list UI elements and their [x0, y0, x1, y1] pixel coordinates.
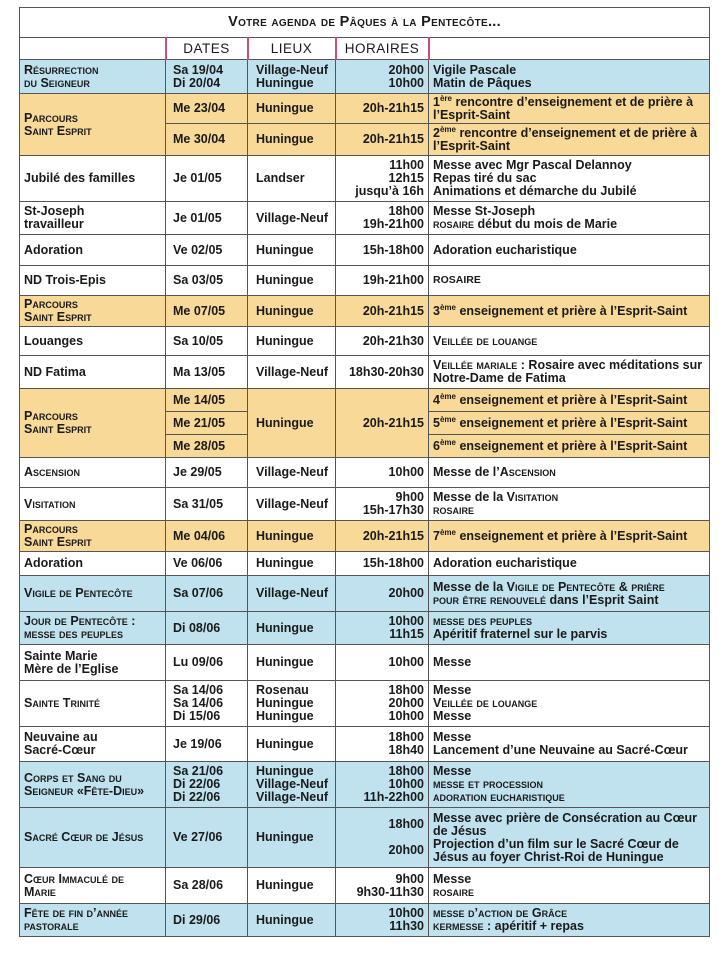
event-lieux: Huningue — [248, 94, 336, 124]
event-description — [429, 612, 710, 645]
text-part: rencontre d’enseignement et de prière à l’Esprit-Saint — [433, 125, 698, 153]
event-name: St-Joseph travailleur — [20, 202, 166, 235]
agenda-row — [20, 727, 710, 762]
event-dates: Ve 02/05 — [166, 235, 248, 266]
event-name: ND Trois-Epis — [20, 266, 166, 296]
event-name: Louanges — [20, 327, 166, 356]
text-part: 2 — [433, 125, 440, 140]
text-part: ROSAIRE — [433, 274, 481, 286]
event-dates: Sa 21/06 Di 22/06 Di 22/06 — [166, 762, 248, 808]
event-description — [429, 808, 710, 868]
event-name: Adoration — [20, 235, 166, 266]
agenda-row — [20, 868, 710, 904]
text-part: Messe — [433, 871, 472, 886]
text-part: Messe — [433, 683, 472, 697]
event-dates: Je 01/05 — [166, 156, 248, 202]
event-lieux: Village-Neuf — [248, 202, 336, 235]
agenda-row — [20, 94, 710, 124]
event-lieux: Village-Neuf — [248, 356, 336, 389]
event-description — [429, 458, 710, 488]
event-name: Résurrection du Seigneur — [20, 60, 166, 94]
event-lieux: Huningue — [248, 808, 336, 868]
header-description — [429, 38, 710, 60]
event-horaires: 20h-21h15 — [336, 94, 429, 124]
agenda-table — [19, 7, 710, 937]
agenda-row — [20, 356, 710, 389]
agenda-row — [20, 235, 710, 266]
text-part: 4 — [433, 392, 440, 407]
event-horaires: 18h00 18h40 — [336, 727, 429, 762]
agenda-row — [20, 808, 710, 868]
text-part: 7 — [433, 528, 440, 543]
event-horaires: 10h00 — [336, 645, 429, 681]
event-horaires: 20h-21h15 — [336, 389, 429, 458]
event-horaires: 11h00 12h15 jusqu’à 16h — [336, 156, 429, 202]
event-horaires: 15h-18h00 — [336, 552, 429, 576]
text-part: rosaire — [433, 884, 475, 899]
text-part: enseignement et prière à l’Esprit-Saint — [455, 303, 688, 318]
event-lieux: Huningue — [248, 612, 336, 645]
header-dates: DATES — [166, 38, 248, 60]
event-dates: Ve 27/06 — [166, 808, 248, 868]
event-horaires: 10h00 — [336, 458, 429, 488]
text-part: 6 — [433, 438, 440, 453]
event-lieux: Landser — [248, 156, 336, 202]
text-part: messe et procession — [433, 777, 543, 791]
text-part: ème — [439, 527, 456, 537]
event-dates: Sa 07/06 — [166, 576, 248, 612]
event-dates: Je 19/06 — [166, 727, 248, 762]
event-lieux: Huningue — [248, 868, 336, 904]
event-dates: Lu 09/06 — [166, 645, 248, 681]
text-part: enseignement et prière à l’Esprit-Saint — [455, 438, 688, 453]
text-part: Messe — [433, 764, 472, 778]
agenda-row — [20, 156, 710, 202]
agenda-row — [20, 296, 710, 327]
event-description — [429, 552, 710, 576]
event-description — [429, 94, 710, 124]
event-dates: Sa 14/06 Sa 14/06 Di 15/06 — [166, 681, 248, 727]
event-name: Parcours Saint Esprit — [20, 94, 166, 156]
agenda-row — [20, 552, 710, 576]
event-dates: Di 29/06 — [166, 904, 248, 937]
event-description — [429, 60, 710, 94]
event-lieux: Huningue — [248, 235, 336, 266]
event-dates: Me 04/06 — [166, 521, 248, 552]
text-part: 1 — [433, 94, 440, 109]
text-part: 3 — [433, 303, 440, 318]
event-description — [429, 124, 710, 156]
event-horaires: 20h-21h30 — [336, 327, 429, 356]
event-description — [429, 521, 710, 552]
agenda-row — [20, 612, 710, 645]
event-description — [429, 266, 710, 296]
event-horaires: 9h00 15h-17h30 — [336, 488, 429, 521]
event-lieux: Village-Neuf — [248, 488, 336, 521]
text-part: Veillée de louange — [433, 333, 538, 348]
agenda-row — [20, 488, 710, 521]
event-dates: Sa 10/05 — [166, 327, 248, 356]
event-name: Neuvaine au Sacré-Cœur — [20, 727, 166, 762]
event-horaires: 20h-21h15 — [336, 296, 429, 327]
text-part: Messe avec prière de Consécration au Cœur de Jésus Projection d’un film sur le Sacré Cœur de Jésus au foyer Christ-Roi de Huningue — [433, 810, 697, 864]
event-lieux: Huningue — [248, 327, 336, 356]
event-lieux: Village-Neuf Huningue — [248, 60, 336, 94]
text-part: ème — [439, 414, 456, 424]
agenda-row — [20, 327, 710, 356]
event-name: Cœur Immaculé de Marie — [20, 868, 166, 904]
event-horaires: 18h00 20h00 10h00 — [336, 681, 429, 727]
text-part: Messe avec Mgr Pascal Delannoy Repas tiré du sac Animations et démarche du Jubilé — [433, 158, 637, 198]
text-part: Veillée de louange — [433, 696, 538, 710]
agenda-row — [20, 458, 710, 488]
text-part: Messe — [433, 730, 472, 744]
event-dates: Je 29/05 — [166, 458, 248, 488]
text-part: Veillée mariale — [433, 358, 518, 372]
text-part: enseignement et prière à l’Esprit-Saint — [455, 415, 688, 430]
text-part: dans l’Esprit Saint — [545, 592, 659, 607]
event-description — [429, 202, 710, 235]
event-lieux: Village-Neuf — [248, 576, 336, 612]
event-description — [429, 681, 710, 727]
text-part: rosaire — [433, 503, 475, 517]
event-description — [429, 327, 710, 356]
event-description — [429, 576, 710, 612]
event-horaires: 19h-21h00 — [336, 266, 429, 296]
agenda-row — [20, 202, 710, 235]
text-part: ère — [439, 93, 452, 103]
event-lieux: Huningue — [248, 645, 336, 681]
event-dates: Sa 19/04 Di 20/04 — [166, 60, 248, 94]
event-dates: Ma 13/05 — [166, 356, 248, 389]
text-part: Apéritif fraternel sur le parvis — [433, 627, 608, 641]
event-description — [429, 296, 710, 327]
text-part: rencontre d’enseignement et de prière à l’Esprit-Saint — [433, 94, 694, 122]
text-part: ème — [439, 437, 456, 447]
event-horaires: 10h00 11h15 — [336, 612, 429, 645]
event-lieux: Huningue — [248, 389, 336, 458]
event-dates: Me 21/05 — [166, 412, 248, 435]
text-part: ème — [439, 391, 456, 401]
text-part: Messe St-Joseph — [433, 204, 536, 218]
text-part: kermesse — [433, 919, 484, 933]
event-description — [429, 488, 710, 521]
header-lieux: LIEUX — [248, 38, 336, 60]
text-part: adoration eucharistique — [433, 790, 565, 804]
event-description — [429, 389, 710, 412]
event-dates: Me 07/05 — [166, 296, 248, 327]
event-horaires: 18h00 19h-21h00 — [336, 202, 429, 235]
event-name: Parcours Saint Esprit — [20, 521, 166, 552]
text-part: Adoration eucharistique — [433, 242, 577, 257]
agenda-row — [20, 904, 710, 937]
event-name: Sacré Cœur de Jésus — [20, 808, 166, 868]
text-part: ème — [439, 124, 456, 134]
event-name: Jubilé des familles — [20, 156, 166, 202]
event-description — [429, 645, 710, 681]
text-part: Messe — [433, 709, 472, 723]
event-lieux: Rosenau Huningue Huningue — [248, 681, 336, 727]
event-description — [429, 412, 710, 435]
event-description — [429, 868, 710, 904]
text-part: Visitation — [506, 490, 559, 504]
agenda-row — [20, 681, 710, 727]
header-event — [20, 38, 166, 60]
text-part: messe des peuples — [433, 614, 532, 628]
event-lieux: Huningue — [248, 124, 336, 156]
event-name: Parcours Saint Esprit — [20, 296, 166, 327]
event-lieux: Huningue — [248, 552, 336, 576]
text-part: Lancement d’une Neuvaine au Sacré-Cœur — [433, 743, 688, 757]
event-horaires: 20h-21h15 — [336, 124, 429, 156]
event-description — [429, 356, 710, 389]
event-name: Parcours Saint Esprit — [20, 389, 166, 458]
text-part: début du mois de Marie — [474, 217, 618, 231]
text-part: Messe de l’ — [433, 465, 500, 479]
event-horaires: 20h-21h15 — [336, 521, 429, 552]
event-dates: Je 01/05 — [166, 202, 248, 235]
event-dates: Sa 03/05 — [166, 266, 248, 296]
event-name: Sainte Marie Mère de l’Eglise — [20, 645, 166, 681]
agenda-rows — [20, 60, 710, 937]
event-horaires: 9h00 9h30-11h30 — [336, 868, 429, 904]
text-part: Vigile de Pentecôte & prière — [506, 579, 665, 594]
event-description — [429, 235, 710, 266]
event-horaires: 18h30-20h30 — [336, 356, 429, 389]
event-dates: Di 08/06 — [166, 612, 248, 645]
event-lieux: Huningue — [248, 904, 336, 937]
text-part: Adoration eucharistique — [433, 556, 577, 570]
text-part: 5 — [433, 415, 440, 430]
event-dates: Sa 28/06 — [166, 868, 248, 904]
agenda-row — [20, 645, 710, 681]
event-horaires: 18h00 10h00 11h-22h00 — [336, 762, 429, 808]
event-description — [429, 762, 710, 808]
event-description — [429, 904, 710, 937]
agenda-row — [20, 60, 710, 94]
event-name: Vigile de Pentecôte — [20, 576, 166, 612]
event-description — [429, 156, 710, 202]
text-part: messe d’action de Grâce — [433, 906, 568, 920]
event-name: Visitation — [20, 488, 166, 521]
event-name: Adoration — [20, 552, 166, 576]
text-part: Ascension — [499, 465, 556, 479]
agenda-title: Votre agenda de Pâques à la Pentecôte... — [20, 8, 710, 38]
event-name: Corps et Sang du Seigneur «Fête-Dieu» — [20, 762, 166, 808]
event-name: Jour de Pentecôte : messe des peuples — [20, 612, 166, 645]
event-horaires: 20h00 — [336, 576, 429, 612]
event-lieux: Huningue — [248, 521, 336, 552]
agenda-row — [20, 389, 710, 412]
header-horaires: HORAIRES — [336, 38, 429, 60]
event-horaires: 18h00 20h00 — [336, 808, 429, 868]
event-dates: Me 28/05 — [166, 435, 248, 458]
event-horaires: 15h-18h00 — [336, 235, 429, 266]
event-name: ND Fatima — [20, 356, 166, 389]
event-dates: Sa 31/05 — [166, 488, 248, 521]
event-name: Ascension — [20, 458, 166, 488]
text-part: Messe de la — [433, 579, 507, 594]
text-part: : apéritif + repas — [483, 919, 584, 933]
event-lieux: Village-Neuf — [248, 458, 336, 488]
agenda-row — [20, 576, 710, 612]
text-part: Vigile Pascale Matin de Pâques — [433, 62, 532, 90]
event-lieux: Huningue — [248, 727, 336, 762]
event-lieux: Huningue — [248, 266, 336, 296]
event-name: Sainte Trinité — [20, 681, 166, 727]
text-part: rosaire — [433, 217, 475, 231]
event-lieux: Huningue — [248, 296, 336, 327]
event-dates: Me 23/04 — [166, 94, 248, 124]
agenda-row — [20, 266, 710, 296]
text-part: enseignement et prière à l’Esprit-Saint — [455, 528, 688, 543]
event-lieux: Huningue Village-Neuf Village-Neuf — [248, 762, 336, 808]
event-dates: Ve 06/06 — [166, 552, 248, 576]
text-part: ème — [439, 302, 456, 312]
event-horaires: 20h00 10h00 — [336, 60, 429, 94]
event-description — [429, 435, 710, 458]
event-dates: Me 14/05 — [166, 389, 248, 412]
text-part: enseignement et prière à l’Esprit-Saint — [455, 392, 688, 407]
event-dates: Me 30/04 — [166, 124, 248, 156]
agenda-row — [20, 521, 710, 552]
agenda-row — [20, 762, 710, 808]
text-part: pour être renouvelé — [433, 592, 546, 607]
event-horaires: 10h00 11h30 — [336, 904, 429, 937]
text-part: Messe — [433, 655, 472, 669]
text-part: Messe de la — [433, 490, 507, 504]
event-description — [429, 727, 710, 762]
event-name: Fête de fin d’année pastorale — [20, 904, 166, 937]
text-part: : Rosaire avec méditations sur Notre-Dame de Fatima — [433, 358, 703, 385]
